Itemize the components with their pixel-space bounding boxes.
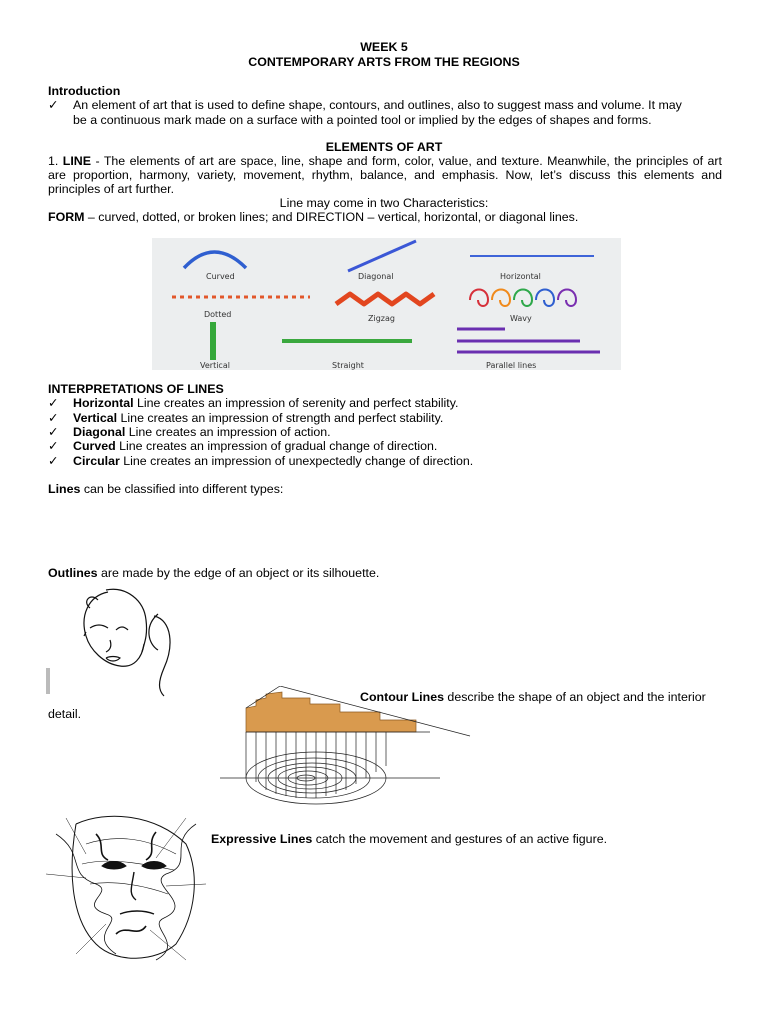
types-sentence — [48, 482, 283, 496]
curved-line — [184, 252, 246, 268]
label-straight: Straight — [332, 361, 364, 370]
check-icon: ✓ — [48, 396, 59, 410]
item-text: Line creates an impression of unexpectedly change of direction. — [119, 454, 474, 468]
characteristics-text: Line may come in two Characteristics: — [279, 196, 489, 210]
check-icon: ✓ — [48, 439, 59, 453]
label-parallel: Parallel lines — [486, 361, 537, 370]
expressive-term: Expressive Lines — [211, 832, 313, 846]
form-paragraph — [48, 210, 738, 224]
types-text: can be classified into different types: — [80, 482, 284, 496]
intro-text-line1: An element of art that is used to define shape, contours, and outlines, also to suggest mass and volume. It may — [73, 98, 682, 112]
expressive-sentence — [211, 832, 607, 846]
elements-heading: ELEMENTS OF ART — [325, 140, 443, 154]
line-paragraph — [48, 154, 722, 196]
label-dotted: Dotted — [204, 310, 232, 319]
form-term: FORM — [48, 210, 85, 224]
intro-text-line2: be a continuous mark made on a surface with a pointed tool or implied by the edges of shapes and forms. — [73, 113, 652, 127]
zigzag-line — [336, 294, 434, 304]
diagonal-line — [348, 241, 416, 271]
outlines-term: Outlines — [48, 566, 98, 580]
label-horizontal: Horizontal — [500, 272, 541, 281]
form-text: – curved, dotted, or broken lines; and DIRECTION – vertical, horizontal, or diagonal lines. — [84, 210, 579, 224]
item-text: Line creates an impression of serenity and perfect stability. — [133, 396, 459, 410]
label-wavy: Wavy — [510, 314, 532, 323]
contour-drawing — [220, 686, 476, 816]
interpretations-heading: INTERPRETATIONS OF LINES — [48, 382, 224, 396]
expressive-face-image — [46, 814, 206, 964]
line-types-figure — [152, 238, 621, 370]
types-term: Lines — [48, 482, 81, 496]
item-term: Diagonal — [73, 425, 126, 439]
check-icon: ✓ — [48, 411, 59, 425]
intro-heading: Introduction — [48, 84, 121, 98]
item-term: Circular — [73, 454, 120, 468]
expressive-text: catch the movement and gestures of an active figure. — [312, 832, 608, 846]
contour-text-continued: detail. — [48, 707, 82, 721]
line-number: 1. — [48, 154, 63, 168]
label-vertical: Vertical — [200, 361, 230, 370]
item-term: Vertical — [73, 411, 118, 425]
contour-graphic — [220, 686, 476, 816]
item-text: Line creates an impression of gradual change of direction. — [115, 439, 438, 453]
contour-text: describe the shape of an object and the interior — [443, 690, 706, 704]
line-term: LINE — [62, 154, 92, 168]
label-zigzag: Zigzag — [368, 314, 395, 323]
outlines-text: are made by the edge of an object or its silhouette. — [97, 566, 380, 580]
check-icon: ✓ — [48, 98, 59, 112]
expressive-face-drawing — [46, 814, 206, 964]
check-icon: ✓ — [48, 454, 59, 468]
vertical-line — [210, 322, 216, 360]
item-text: Line creates an impression of strength and perfect stability. — [117, 411, 444, 425]
item-term: Curved — [73, 439, 116, 453]
check-icon: ✓ — [48, 425, 59, 439]
label-curved: Curved — [206, 272, 235, 281]
straight-line — [282, 339, 412, 343]
item-term: Horizontal — [73, 396, 134, 410]
label-diagonal: Diagonal — [358, 272, 394, 281]
page-title: CONTEMPORARY ARTS FROM THE REGIONS — [248, 55, 520, 69]
wavy-lines — [470, 290, 576, 307]
outline-face-drawing — [46, 586, 210, 704]
week-label: WEEK 5 — [360, 40, 408, 54]
outlines-sentence — [48, 566, 379, 580]
outline-face-image — [46, 586, 210, 704]
item-text: Line creates an impression of action. — [125, 425, 331, 439]
parallel-lines — [457, 329, 600, 352]
line-text: - The elements of art are space, line, shape and form, color, value, and texture. Meanwhile, the principles of art are proportion, harmony, variety, movement, rhythm, balance, and emphasis. Now, let’s discuss this elements and principles of art further. — [48, 154, 722, 196]
line-types-graphic — [152, 238, 621, 370]
contour-term: Contour Lines — [360, 690, 444, 704]
